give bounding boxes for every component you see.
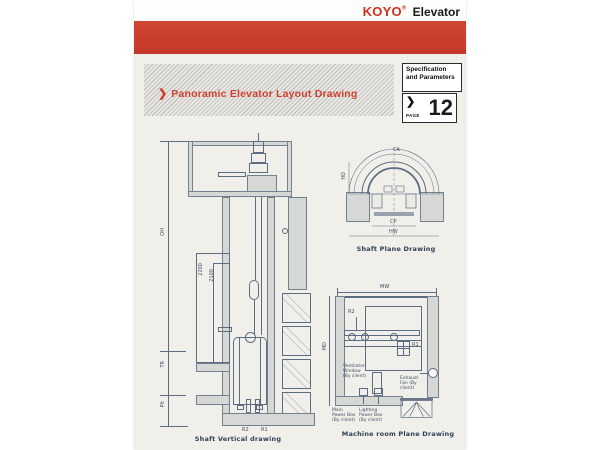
r1-label: R1 xyxy=(261,427,268,433)
dim-md-label: MD xyxy=(322,342,328,351)
r1-label: R1 xyxy=(412,342,419,348)
page-title: Panoramic Elevator Layout Drawing xyxy=(171,88,358,100)
leader-line xyxy=(378,396,379,404)
rope-hole xyxy=(348,333,356,341)
hoist-rope xyxy=(255,197,256,280)
logo-product-text: Elevator xyxy=(412,5,460,19)
hoist-rope xyxy=(254,300,255,335)
dimension-line xyxy=(337,292,437,293)
dim-mw-label: MW xyxy=(380,284,390,290)
dim-hd-label: HD xyxy=(341,172,347,180)
glass-panel xyxy=(282,359,311,389)
logo-brand-text: KOYO xyxy=(362,4,402,19)
building-wall xyxy=(288,197,307,290)
brochure-page xyxy=(134,0,466,450)
room-wall-left xyxy=(335,296,345,406)
dim-2200-label: 2200 xyxy=(198,263,204,276)
koyo-logo xyxy=(363,3,460,21)
machine-room-wall-right xyxy=(287,141,292,197)
title-arrow-icon: ❯ xyxy=(158,88,168,100)
page-label: PAGE xyxy=(406,113,420,118)
dimension-tick xyxy=(160,395,186,396)
louver-box xyxy=(400,398,434,420)
title-row xyxy=(158,84,358,102)
rope-hitch xyxy=(249,280,259,300)
red-banner xyxy=(134,21,466,54)
dim-pit-label: Pit xyxy=(160,401,166,408)
leader-line xyxy=(420,373,428,374)
room-wall-top xyxy=(335,296,437,298)
shaft-wall-right xyxy=(267,197,275,426)
pit-floor xyxy=(222,413,315,426)
rope-hole xyxy=(361,333,369,341)
rope-hole xyxy=(390,333,398,341)
machine-room-wall-top xyxy=(188,141,292,146)
leader-line xyxy=(363,396,364,404)
machine-hook xyxy=(258,133,259,141)
machine-room-wall-left xyxy=(188,141,193,197)
dim-tr-label: TR xyxy=(160,361,166,368)
spec-box-page-cell xyxy=(402,93,457,123)
car-wall-line xyxy=(260,337,261,405)
pit-buffer xyxy=(246,399,251,413)
machine-room-caption: Machine room Plane Drawing xyxy=(341,430,455,438)
glass-panel xyxy=(282,326,311,356)
exhaust-fan-label: Exhaust Fan (By client) xyxy=(400,376,419,392)
registered-mark-icon: ® xyxy=(401,5,407,12)
page-arrow-icon: ❯ xyxy=(406,96,416,108)
shaft-plane-drawing xyxy=(341,144,448,256)
lighting-power-box-label: Lighting Power Box (By client) xyxy=(359,408,383,424)
hoist-rope xyxy=(261,197,262,335)
spec-box-title xyxy=(402,63,462,92)
dim-hw-label: HW xyxy=(389,229,398,235)
power-box xyxy=(359,388,368,396)
car-shoe xyxy=(237,405,244,410)
dimension-tick xyxy=(160,351,186,352)
machine-bedplate xyxy=(218,172,246,177)
dimension-tick xyxy=(160,141,188,142)
dim-2100-label: 2100 xyxy=(209,269,215,282)
shaft-vertical-caption: Shaft Vertical drawing xyxy=(194,435,282,443)
machine-beam xyxy=(344,340,422,347)
traction-machine-body xyxy=(251,153,266,163)
floor-slab xyxy=(196,395,230,405)
dimension-line xyxy=(329,296,330,406)
traction-machine-motor xyxy=(253,141,264,153)
spec-title-line1: Specification xyxy=(406,66,447,73)
r2-label: R2 xyxy=(348,309,355,315)
main-power-box-label: Main Power Box (By client) xyxy=(332,408,356,424)
louver-curves xyxy=(401,401,432,418)
shaft-vertical-drawing xyxy=(158,133,318,445)
landing-sill xyxy=(218,327,232,332)
wall-fixture xyxy=(282,228,288,234)
top-white-strip xyxy=(134,0,466,21)
ventilator-window-label: Ventilator Window (By client) xyxy=(343,364,367,380)
landing-door-inner xyxy=(213,263,230,363)
machine-room-drawing xyxy=(322,284,464,440)
dimension-tick xyxy=(337,288,338,296)
duct xyxy=(372,372,382,394)
car-wall-line xyxy=(239,337,240,405)
dimension-tick xyxy=(160,426,188,427)
traction-machine-base xyxy=(249,163,268,173)
spec-box xyxy=(402,63,457,123)
r2-label: R2 xyxy=(242,427,249,433)
louver-lintel xyxy=(400,398,433,401)
door-sill xyxy=(374,212,414,216)
room-wall-right xyxy=(427,296,439,398)
pit-buffer xyxy=(255,399,260,413)
dim-ca-label: CA xyxy=(393,147,400,153)
floor-slab xyxy=(196,363,230,372)
shaft-plane-linework xyxy=(344,144,448,256)
dimension-line xyxy=(168,141,169,426)
title-band xyxy=(144,64,394,116)
dim-cp-label: CP xyxy=(390,219,397,225)
machine-foundation xyxy=(247,175,277,192)
dimension-tick xyxy=(436,288,437,296)
page-number: 12 xyxy=(428,95,453,120)
room-wall-bottom xyxy=(335,396,403,406)
exhaust-fan-symbol xyxy=(428,368,438,378)
dim-oh-label: OH xyxy=(160,228,166,236)
glass-panel xyxy=(282,293,311,323)
leader-line xyxy=(356,317,357,331)
machine-unit-cross xyxy=(403,342,404,355)
spec-title-line2: and Parameters xyxy=(406,74,455,82)
shaft-plane-caption: Shaft Plane Drawing xyxy=(356,245,436,253)
